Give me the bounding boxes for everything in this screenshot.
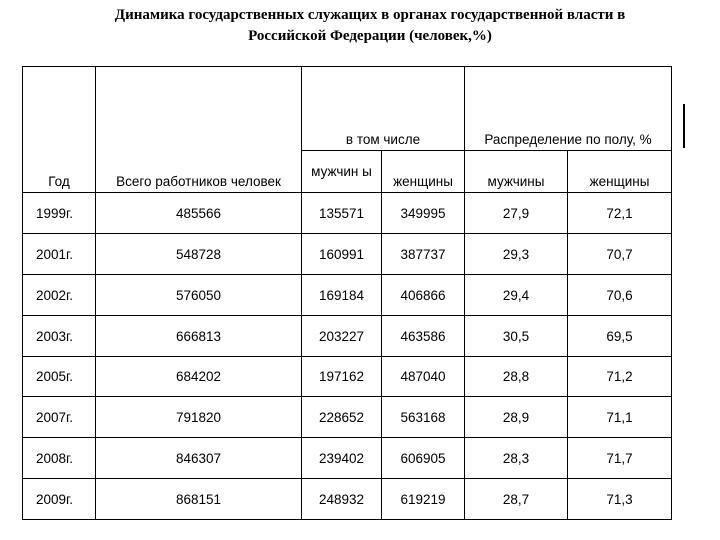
cell-men-pct: 29,3 [465,234,568,275]
cell-year: 2005г. [23,357,96,397]
cell-total: 846307 [96,438,302,479]
cell-men-pct: 30,5 [465,316,568,357]
cell-men-pct: 29,4 [465,275,568,316]
cell-women: 406866 [382,275,465,316]
table-row [23,275,672,316]
table-row [23,357,672,397]
cell-men-pct: 28,3 [465,438,568,479]
side-vertical-mark [683,104,685,148]
table-row [23,234,672,275]
cell-women: 619219 [382,479,465,520]
header-distribution: Распределение по полу, % [465,67,672,151]
table-row [23,316,672,357]
table-body [23,67,672,520]
cell-men: 160991 [302,234,382,275]
table-container [22,66,672,520]
cell-women: 487040 [382,357,465,397]
table-row [23,193,672,234]
cell-year: 2007г. [23,397,96,438]
title-line-1: Динамика государственных служащих в органах государственной власти в [114,7,626,23]
cell-total: 548728 [96,234,302,275]
cell-year: 2008г. [23,438,96,479]
cell-total: 666813 [96,316,302,357]
cell-total: 576050 [96,275,302,316]
table-row [23,479,672,520]
cell-women-pct: 70,7 [568,234,672,275]
cell-men: 239402 [302,438,382,479]
cell-men-pct: 28,8 [465,357,568,397]
cell-year: 2003г. [23,316,96,357]
cell-women: 563168 [382,397,465,438]
cell-year: 1999г. [23,193,96,234]
table-row [23,397,672,438]
cell-men: 228652 [302,397,382,438]
cell-women: 463586 [382,316,465,357]
cell-men: 248932 [302,479,382,520]
cell-men: 169184 [302,275,382,316]
employees-table [22,66,672,520]
header-row-1 [23,67,672,151]
cell-women-pct: 71,2 [568,357,672,397]
header-including: в том числе [302,67,465,151]
table-row [23,438,672,479]
cell-men: 203227 [302,316,382,357]
cell-women: 387737 [382,234,465,275]
cell-year: 2009г. [23,479,96,520]
cell-men: 197162 [302,357,382,397]
cell-year: 2001г. [23,234,96,275]
cell-women: 349995 [382,193,465,234]
cell-total: 485566 [96,193,302,234]
cell-women-pct: 72,1 [568,193,672,234]
header-men-pct: мужчины [465,151,568,193]
cell-men-pct: 28,9 [465,397,568,438]
cell-total: 684202 [96,357,302,397]
header-men: мужчин ы [302,151,382,193]
header-women-pct: женщины [568,151,672,193]
cell-women-pct: 70,6 [568,275,672,316]
cell-women-pct: 71,7 [568,438,672,479]
cell-total: 791820 [96,397,302,438]
cell-women-pct: 71,1 [568,397,672,438]
document-title [20,5,720,47]
header-total: Всего работников человек [96,67,302,193]
cell-women: 606905 [382,438,465,479]
cell-women-pct: 69,5 [568,316,672,357]
cell-total: 868151 [96,479,302,520]
title-line-2: Российской Федерации (человек,%) [248,28,492,44]
cell-men-pct: 27,9 [465,193,568,234]
cell-men: 135571 [302,193,382,234]
cell-men-pct: 28,7 [465,479,568,520]
header-women: женщины [382,151,465,193]
header-year: Год [23,67,96,193]
cell-year: 2002г. [23,275,96,316]
cell-women-pct: 71,3 [568,479,672,520]
